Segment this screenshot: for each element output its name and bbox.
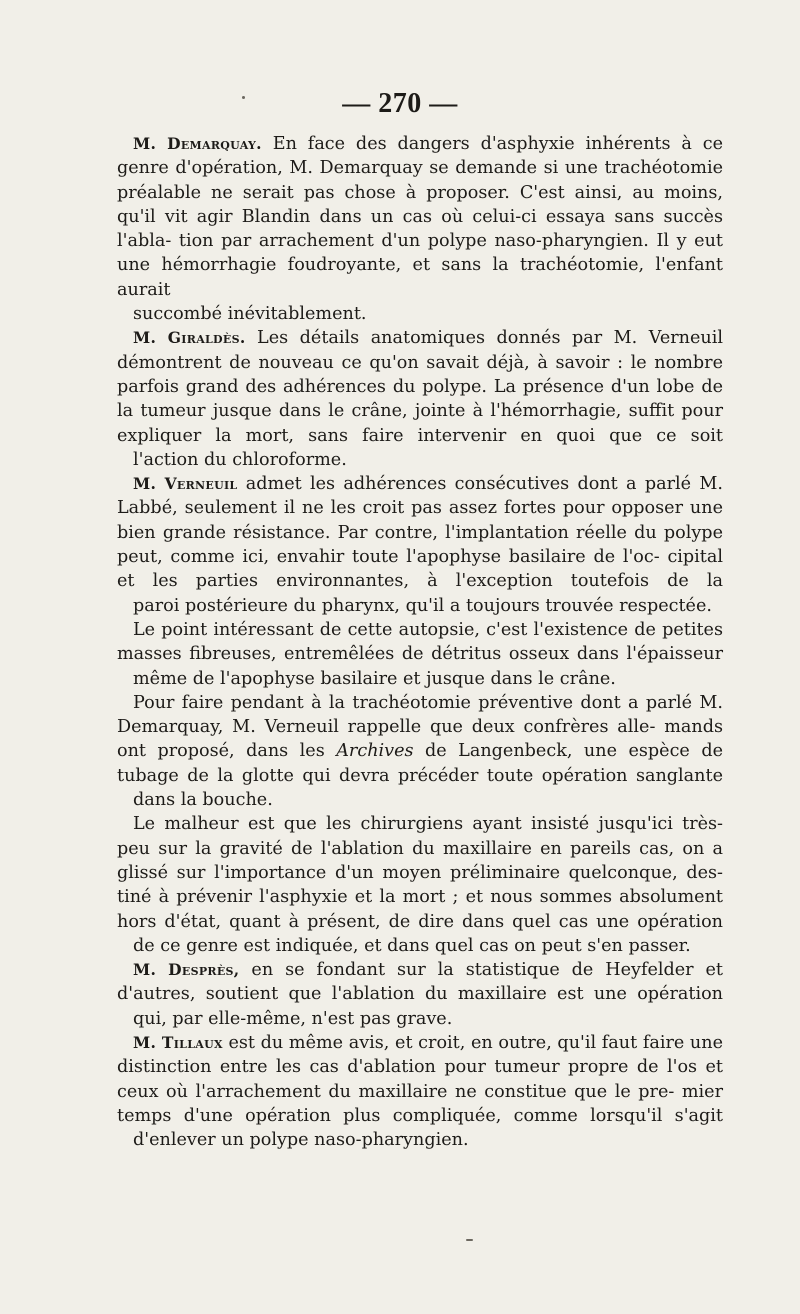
speaker-name: M. Tillaux [133, 1032, 223, 1052]
text-line: préalable ne serait pas chose à proposer. C'est ainsi, au moins, qu'il [117, 182, 723, 227]
paragraph-demarquay [117, 132, 723, 326]
ink-speck [466, 1239, 473, 1241]
paragraph-autopsie [117, 618, 723, 691]
text-line: est du même avis, et croit, en outre, qu'il faut [222, 1032, 638, 1053]
text-line: Le point intéressant de cette autopsie, c'est l'existence de petites [133, 619, 723, 640]
text-line: M. Labbé, seulement il ne les croit pas assez fortes pour opposer [117, 474, 723, 519]
text-line: genre d'opération, M. Demarquay se demande si une trachéotomie [117, 158, 723, 179]
text-line: faire une distinction entre les cas d'ablation pour tumeur propre de [117, 1032, 724, 1078]
text-line: En face des dangers d'asphyxie inhérents à ce [261, 134, 723, 154]
text-line: polype peut, comme ici, envahir toute l'apophyse basilaire de l'oc- [117, 522, 723, 568]
text-line: peu sur la gravité de l'ablation du maxillaire en pareils cas, on a [117, 838, 723, 859]
text-line: tion par arrachement d'un polype naso-pharyngien. Il y eut une [117, 231, 723, 276]
text-line: Le malheur est que les chirurgiens ayant insisté jusqu'ici très- [133, 814, 723, 835]
text-line: la tumeur jusque dans le crâne, jointe à l'hémorrhagie, suffit [117, 401, 675, 422]
text-line: mands ont proposé, dans les [117, 717, 723, 762]
text-line: vit agir Blandin dans un cas où celui-ci essaya sans succès l'abla- [117, 206, 723, 252]
text-line: succombé inévitablement. [133, 304, 367, 325]
text-line: l'os et ceux où l'arrachement du maxillaire ne constitue que le pre- [117, 1057, 723, 1102]
body-text [117, 132, 723, 1152]
paragraph-giraldes [117, 326, 723, 472]
italic-title: Archives [336, 741, 414, 762]
text-line: de ce genre est indiquée, et dans quel cas on peut s'en passer. [133, 935, 691, 956]
text-line: démontrent de nouveau ce qu'on savait déjà, à savoir : le nombre [117, 352, 723, 373]
speaker-name: M. Giraldès. [133, 328, 246, 348]
paragraph-malheur [117, 812, 723, 958]
text-line: tiné à prévenir l'asphyxie et la mort ; et nous sommes absolument [117, 887, 723, 908]
paragraph-tubage [117, 691, 723, 812]
text-line: qui, par elle-même, n'est pas grave. [133, 1008, 453, 1029]
text-line: une bien grande résistance. Par contre, l'implantation réelle du [117, 498, 723, 543]
text-line: Pour faire pendant à la trachéotomie préventive dont a parlé [133, 692, 693, 713]
speaker-name: M. Desprès, [133, 960, 240, 980]
speaker-name: M. Demarquay. [133, 134, 262, 153]
text-line: même de l'apophyse basilaire et jusque dans le crâne. [133, 668, 616, 689]
text-line: parfois grand des adhérences du polype. La présence d'un lobe de [117, 376, 723, 397]
text-line: de Langenbeck, une espèce de [413, 741, 723, 762]
text-line: hors d'état, quant à présent, de dire dans quel cas une opération [117, 911, 723, 932]
text-line: mier temps d'une opération plus compliquée, comme lorsqu'il s'agit [117, 1081, 723, 1126]
text-line: l'action du chloroforme. [133, 449, 347, 470]
text-line: pour expliquer la mort, sans faire intervenir en quoi que ce soit [117, 401, 724, 446]
paragraph-tillaux [117, 1031, 723, 1152]
text-line: glissé sur l'importance d'un moyen préliminaire quelconque, des- [117, 862, 723, 883]
text-line: paroi postérieure du pharynx, qu'il a toujours trouvée respectée. [133, 595, 712, 616]
text-line: admet les adhérences consécutives dont a parlé [237, 474, 692, 495]
text-line: masses fibreuses, entremêlées de détritus osseux dans l'épaisseur [117, 644, 723, 665]
paragraph-verneuil [117, 472, 723, 618]
page-number: — 270 — [342, 88, 458, 119]
text-line: en se fondant sur la statistique de Heyfelder et [239, 960, 723, 981]
text-line: Les détails anatomiques donnés par M. Verneuil [245, 328, 724, 349]
paragraph-despres [117, 958, 723, 1031]
text-line: d'enlever un polype naso-pharyngien. [133, 1130, 469, 1151]
text-line: d'autres, soutient que l'ablation du maxillaire est une opération [117, 984, 723, 1005]
text-line: cipital et les parties environnantes, à l'exception toutefois de la [117, 547, 723, 592]
speaker-name: M. Verneuil [133, 474, 238, 494]
text-line: tubage de la glotte qui devra précéder toute opération sanglante [117, 765, 723, 786]
text-line: hémorrhagie foudroyante, et sans la trachéotomie, l'enfant aurait [117, 255, 724, 300]
text-line: dans la bouche. [133, 790, 273, 811]
text-line: M. Demarquay, M. Verneuil rappelle que deux confrères alle- [117, 692, 723, 738]
